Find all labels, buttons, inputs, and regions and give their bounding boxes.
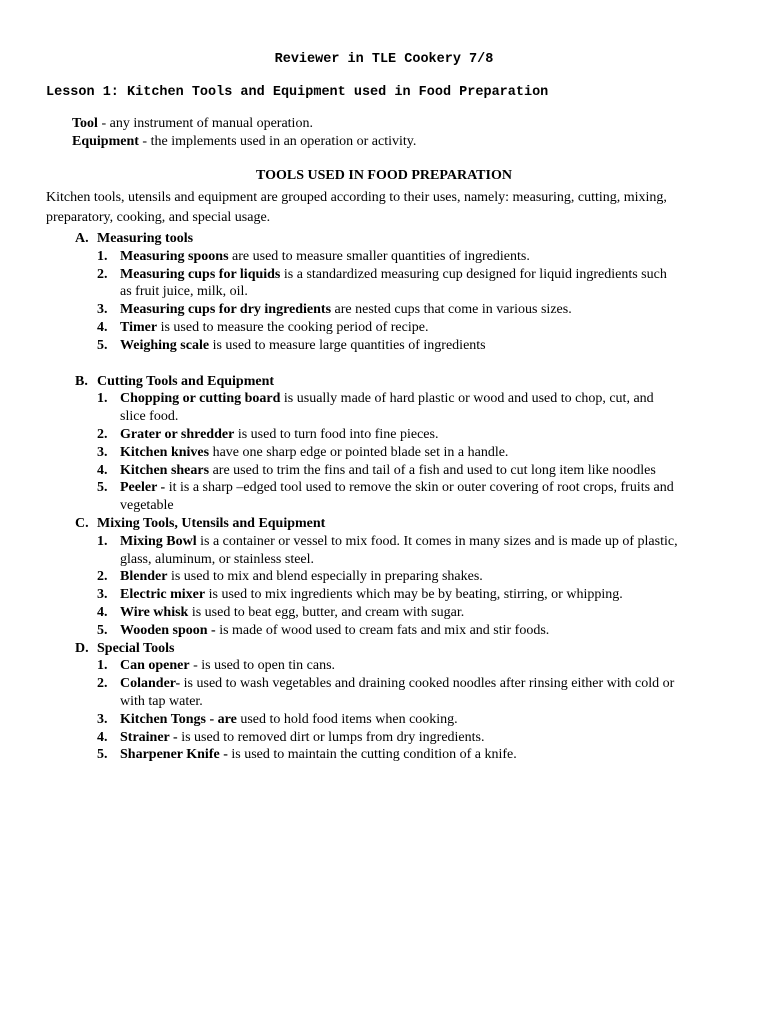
item-term: Blender [120, 569, 168, 585]
item-description: is a container or vessel to mix food. It comes in many sizes and is made up of plastic, glass, aluminum, or stainless steel. [120, 533, 678, 567]
list-item [0, 426, 680, 444]
definition-text: - the implements used in an operation or activity. [138, 134, 417, 149]
item-term: Chopping or cutting board [120, 391, 281, 407]
item-number: 1. [97, 533, 108, 549]
item-term: Wire whisk [120, 604, 189, 620]
group-heading [0, 640, 768, 658]
tool-group [0, 515, 768, 640]
document-title: Reviewer in TLE Cookery 7/8 [274, 52, 494, 67]
definition-equipment [72, 133, 416, 151]
group-heading-text: Cutting Tools and Equipment [97, 373, 275, 389]
group-spacer [0, 355, 768, 373]
group-letter: B. [75, 373, 88, 389]
item-number: 1. [97, 391, 108, 407]
list-item [0, 586, 680, 604]
list-item [0, 390, 680, 426]
item-number: 3. [97, 711, 108, 727]
definition-term: Tool [72, 116, 98, 131]
list-item [0, 319, 680, 337]
item-term: Grater or shredder [120, 426, 235, 442]
item-number: 4. [97, 319, 108, 335]
list-item [0, 337, 680, 355]
item-number: 5. [97, 337, 108, 353]
intro-paragraph: Kitchen tools, utensils and equipment are grouped according to their uses, namely: measuring, cutting, mixing, preparatory, cooking, and special usage. [46, 190, 667, 225]
group-heading [0, 230, 768, 248]
definition-term: Equipment [72, 134, 139, 149]
definition-text: - any instrument of manual operation. [97, 116, 313, 131]
item-description: is used to removed dirt or lumps from dry ingredients. [177, 729, 485, 745]
list-item [0, 622, 680, 640]
item-description: is used to maintain the cutting condition of a knife. [227, 747, 517, 763]
definitions [72, 115, 416, 151]
list-item [0, 301, 680, 319]
item-term: Weighing scale [120, 337, 210, 353]
item-description: is made of wood used to cream fats and mix and stir foods. [215, 622, 550, 638]
item-number: 4. [97, 462, 108, 478]
item-number: 2. [97, 266, 108, 282]
list-item [0, 711, 680, 729]
list-item [0, 266, 680, 302]
item-description: are used to trim the fins and tail of a fish and used to cut long item like noodles [209, 462, 656, 478]
item-description: are nested cups that come in various sizes. [331, 302, 572, 318]
item-term: Peeler - [120, 480, 166, 496]
tool-groups [0, 230, 768, 764]
item-description: is used to measure the cooking period of recipe. [157, 319, 429, 335]
item-number: 3. [97, 444, 108, 460]
item-description: are used to measure smaller quantities of ingredients. [228, 248, 530, 264]
item-term: Measuring cups for dry ingredients [120, 302, 332, 318]
item-number: 4. [97, 729, 108, 745]
item-description: have one sharp edge or pointed blade set in a handle. [209, 444, 509, 460]
item-number: 1. [97, 248, 108, 264]
group-heading [0, 515, 768, 533]
item-number: 5. [97, 747, 108, 763]
item-number: 2. [97, 569, 108, 585]
group-letter: D. [75, 640, 89, 656]
list-item [0, 604, 680, 622]
item-description: is used to turn food into fine pieces. [234, 426, 439, 442]
list-item [0, 479, 680, 515]
item-description: is a standardized measuring cup designed for liquid ingredients such as fruit juice, milk, oil. [120, 266, 667, 300]
item-description: it is a sharp –edged tool used to remove the skin or outer covering of root crops, fruits and vegetable [120, 480, 674, 514]
item-term: Sharpener Knife - [120, 747, 228, 763]
item-number: 1. [97, 658, 108, 674]
group-heading [0, 373, 768, 391]
item-term: Wooden spoon - [120, 622, 216, 638]
item-term: Mixing Bowl [120, 533, 197, 549]
item-number: 3. [97, 587, 108, 603]
item-description: - is used to open tin cans. [189, 658, 336, 674]
item-term: Can opener [120, 658, 190, 674]
item-number: 3. [97, 302, 108, 318]
tool-group [0, 373, 768, 515]
item-term: Kitchen shears [120, 462, 210, 478]
item-term: Timer [120, 319, 158, 335]
item-description: is used to beat egg, butter, and cream with sugar. [188, 604, 465, 620]
item-number: 2. [97, 426, 108, 442]
item-description: used to hold food items when cooking. [236, 711, 458, 727]
tool-group [0, 640, 768, 765]
item-term: Strainer - [120, 729, 178, 745]
item-term: Measuring cups for liquids [120, 266, 281, 282]
item-description: is used to mix and blend especially in preparing shakes. [167, 569, 483, 585]
item-description: is usually made of hard plastic or wood and used to chop, cut, and slice food. [120, 391, 654, 425]
list-item [0, 568, 680, 586]
item-description: is used to measure large quantities of ingredients [209, 337, 486, 353]
group-letter: A. [75, 231, 89, 246]
item-description: is used to mix ingredients which may be by beating, stirring, or whipping. [205, 587, 623, 603]
item-number: 4. [97, 604, 108, 620]
list-item [0, 746, 680, 764]
group-heading-text: Measuring tools [97, 231, 194, 246]
group-heading-text: Special Tools [97, 640, 175, 656]
list-item [0, 675, 680, 711]
list-item [0, 729, 680, 747]
list-item [0, 248, 680, 266]
lesson-heading: Lesson 1: Kitchen Tools and Equipment used in Food Preparation [46, 85, 549, 100]
list-item [0, 657, 680, 675]
item-number: 2. [97, 676, 108, 692]
item-description: is used to wash vegetables and draining cooked noodles after rinsing either with cold or with tap water. [120, 676, 675, 709]
item-term: Measuring spoons [120, 248, 229, 264]
group-letter: C. [75, 515, 89, 531]
list-item [0, 533, 680, 569]
group-heading-text: Mixing Tools, Utensils and Equipment [97, 515, 326, 531]
item-term: Kitchen Tongs - are [120, 711, 237, 727]
item-number: 5. [97, 622, 108, 638]
list-item [0, 444, 680, 462]
tool-group [0, 230, 768, 355]
item-term: Colander- [120, 676, 181, 692]
section-heading: TOOLS USED IN FOOD PREPARATION [256, 168, 512, 183]
definition-tool [72, 115, 416, 133]
item-term: Kitchen knives [120, 444, 210, 460]
list-item [0, 462, 680, 480]
item-number: 5. [97, 480, 108, 496]
item-term: Electric mixer [120, 587, 206, 603]
